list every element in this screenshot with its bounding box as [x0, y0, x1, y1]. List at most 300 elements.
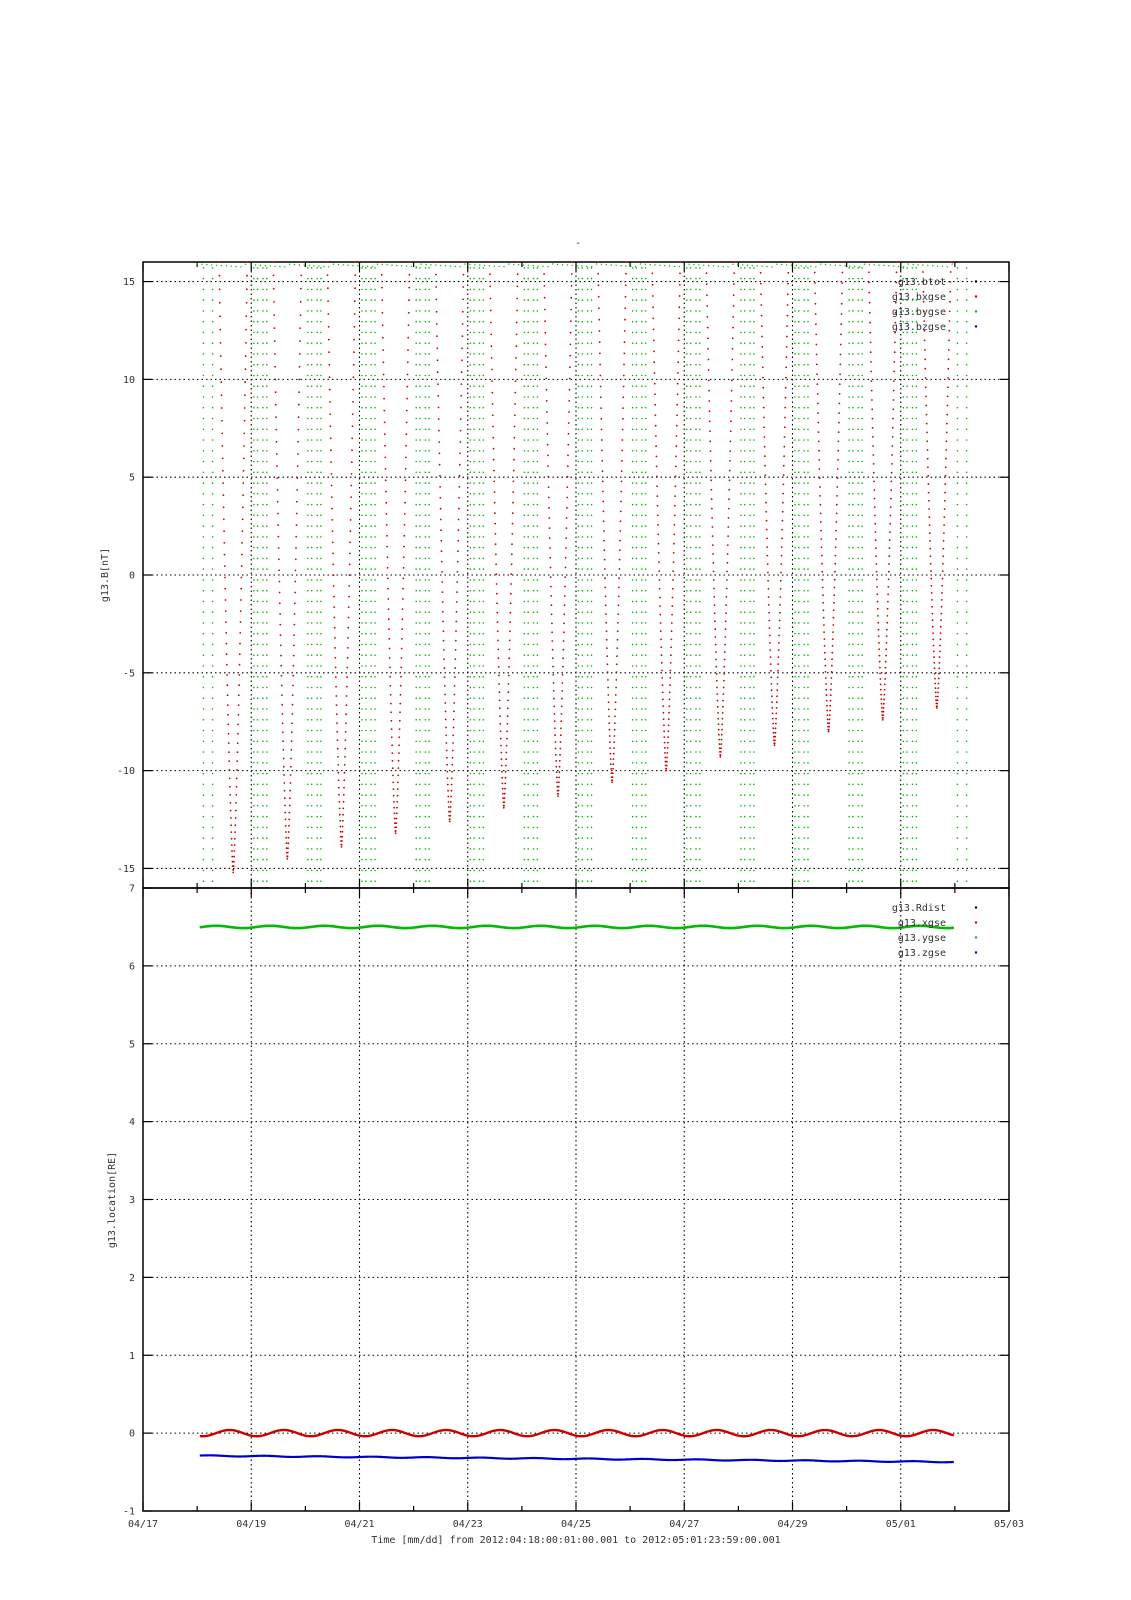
- bygse-point: [415, 429, 417, 431]
- bygse-point: [533, 429, 535, 431]
- bygse-point: [361, 418, 363, 420]
- bxgse-point: [778, 649, 780, 651]
- bygse-point: [744, 633, 746, 635]
- bxgse-point: [614, 716, 616, 718]
- bxgse-point: [291, 740, 293, 742]
- bxgse-point: [678, 351, 680, 353]
- bygse-point: [316, 385, 318, 387]
- bxgse-point: [822, 579, 824, 581]
- bygse-point: [852, 504, 854, 506]
- bxgse-point: [666, 768, 668, 770]
- bygse-point: [749, 450, 751, 452]
- bxgse-point: [602, 481, 604, 483]
- bygse-point: [906, 644, 908, 646]
- bygse-point: [632, 741, 634, 743]
- bygse-point: [645, 472, 647, 474]
- bxgse-point: [508, 666, 510, 668]
- bygse-point: [912, 654, 914, 656]
- bygse-point: [316, 267, 318, 269]
- bxgse-point: [544, 332, 546, 334]
- bygse-point: [537, 493, 539, 495]
- bygse-point: [753, 741, 755, 743]
- bygse-point: [311, 590, 313, 592]
- bygse-point: [212, 859, 214, 861]
- bxgse-point: [241, 565, 243, 567]
- bxgse-point: [658, 552, 660, 554]
- bygse-point: [699, 267, 701, 269]
- bygse-point: [645, 418, 647, 420]
- bygse-point: [479, 536, 481, 538]
- bxgse-point: [345, 731, 347, 733]
- bxgse-point: [716, 680, 718, 682]
- bygse-point: [483, 418, 485, 420]
- bygse-point: [473, 644, 475, 646]
- bxgse-point: [624, 307, 626, 309]
- bygse-point: [753, 407, 755, 409]
- bxgse-point: [761, 325, 763, 327]
- bygse-point: [253, 633, 255, 635]
- bygse-point: [749, 375, 751, 377]
- bygse-point: [587, 461, 589, 463]
- bygse-point: [483, 644, 485, 646]
- bxgse-point: [399, 703, 401, 705]
- bxgse-point: [619, 559, 621, 561]
- bygse-point: [537, 611, 539, 613]
- bxgse-point: [557, 795, 559, 797]
- bygse-point: [645, 450, 647, 452]
- bygse-point: [361, 353, 363, 355]
- bxgse-point: [834, 587, 836, 589]
- bygse-point: [370, 310, 372, 312]
- bxgse-point: [714, 612, 716, 614]
- bxgse-point: [568, 400, 570, 402]
- bxgse-point: [238, 704, 240, 706]
- bygse-point: [803, 601, 805, 603]
- bxgse-point: [891, 445, 893, 447]
- bygse-point: [578, 439, 580, 441]
- bygse-point: [415, 654, 417, 656]
- bxgse-point: [880, 698, 882, 700]
- bygse-point: [537, 278, 539, 280]
- bygse-point: [365, 676, 367, 678]
- bxgse-point: [545, 366, 547, 368]
- bygse-point: [361, 848, 363, 850]
- bygse-point: [858, 827, 860, 829]
- bygse-point: [374, 741, 376, 743]
- bygse-point: [578, 450, 580, 452]
- bygse-point: [591, 558, 593, 560]
- bygse-point: [578, 547, 580, 549]
- bygse-point: [690, 289, 692, 291]
- bygse-point: [591, 504, 593, 506]
- bygse-point: [203, 450, 205, 452]
- bygse-point: [311, 299, 313, 301]
- bygse-point: [912, 880, 914, 882]
- bygse-point: [266, 633, 268, 635]
- bygse-point: [374, 579, 376, 581]
- bygse-point: [582, 482, 584, 484]
- bygse-point: [591, 375, 593, 377]
- bygse-point: [578, 762, 580, 764]
- bxgse-point: [456, 611, 458, 613]
- bygse-point: [803, 784, 805, 786]
- bxgse-point: [884, 689, 886, 691]
- bxgse-point: [457, 571, 459, 573]
- bxgse-point: [568, 433, 570, 435]
- bxgse-point: [551, 640, 553, 642]
- bygse-point: [483, 687, 485, 689]
- bxgse-point: [548, 517, 550, 519]
- bygse-point: [641, 708, 643, 710]
- bygse-point: [591, 418, 593, 420]
- bxgse-point: [837, 468, 839, 470]
- bygse-point: [740, 558, 742, 560]
- bxgse-point: [816, 373, 818, 375]
- bygse-point: [316, 676, 318, 678]
- bygse-point: [483, 493, 485, 495]
- bygse-point: [524, 299, 526, 301]
- bygse-point: [957, 504, 959, 506]
- bxgse-point: [402, 608, 404, 610]
- bygse-point: [311, 762, 313, 764]
- bxgse-point: [327, 261, 329, 263]
- bxgse-point: [941, 599, 943, 601]
- bygse-point: [858, 816, 860, 818]
- bxgse-point: [830, 694, 832, 696]
- bygse-point: [699, 375, 701, 377]
- bygse-point: [428, 504, 430, 506]
- bygse-point: [316, 472, 318, 474]
- bxgse-point: [504, 783, 506, 785]
- bygse-point: [803, 827, 805, 829]
- bxgse-point: [784, 407, 786, 409]
- bygse-point: [533, 622, 535, 624]
- bygse-point: [740, 870, 742, 872]
- bxgse-point: [245, 368, 247, 370]
- bygse-point: [690, 332, 692, 334]
- bxgse-point: [494, 523, 496, 525]
- bxgse-point: [225, 610, 227, 612]
- bygse-point: [645, 837, 647, 839]
- bygse-point: [473, 267, 475, 269]
- bygse-point: [957, 547, 959, 549]
- bygse-point: [753, 676, 755, 678]
- bxgse-point: [278, 558, 280, 560]
- bxgse-point: [734, 261, 736, 263]
- bygse-point: [473, 536, 475, 538]
- bygse-point: [365, 880, 367, 882]
- bygse-point: [749, 504, 751, 506]
- bygse-point: [307, 762, 309, 764]
- bygse-point: [203, 794, 205, 796]
- bygse-point: [365, 547, 367, 549]
- bxgse-point: [829, 714, 831, 716]
- bxgse-point: [763, 417, 765, 419]
- bygse-point: [262, 601, 264, 603]
- bygse-point: [527, 504, 529, 506]
- bygse-point: [203, 299, 205, 301]
- bygse-point: [690, 590, 692, 592]
- bxgse-point: [878, 635, 880, 637]
- bxgse-point: [623, 386, 625, 388]
- bygse-point: [370, 547, 372, 549]
- bygse-point: [527, 579, 529, 581]
- bygse-point: [537, 773, 539, 775]
- bygse-point: [861, 687, 863, 689]
- bygse-point: [470, 418, 472, 420]
- bxgse-point: [783, 446, 785, 448]
- bygse-point: [582, 730, 584, 732]
- bxgse-point: [675, 466, 677, 468]
- bygse-point: [524, 633, 526, 635]
- bygse-point: [365, 654, 367, 656]
- bxgse-point: [922, 271, 924, 273]
- bygse-point: [636, 590, 638, 592]
- bygse-point: [527, 665, 529, 667]
- bxgse-point: [764, 436, 766, 438]
- bxgse-point: [887, 608, 889, 610]
- bygse-point: [749, 762, 751, 764]
- bygse-point: [415, 407, 417, 409]
- bxgse-point: [514, 414, 516, 416]
- bxgse-point: [387, 556, 389, 558]
- bxgse-point: [662, 684, 664, 686]
- bxgse-point: [820, 530, 822, 532]
- bxgse-point: [341, 846, 343, 848]
- bygse-point: [527, 547, 529, 549]
- bygse-point: [636, 601, 638, 603]
- bygse-point: [307, 396, 309, 398]
- bxgse-point: [605, 604, 607, 606]
- bygse-point: [591, 429, 593, 431]
- bygse-point: [749, 536, 751, 538]
- bygse-point: [587, 880, 589, 882]
- bygse-point: [858, 375, 860, 377]
- bygse-point: [916, 816, 918, 818]
- bxgse-point: [238, 714, 240, 716]
- bygse-point: [524, 708, 526, 710]
- bxgse-point: [234, 844, 236, 846]
- bygse-point: [537, 579, 539, 581]
- bygse-point: [690, 805, 692, 807]
- bygse-point: [320, 601, 322, 603]
- bygse-point: [203, 515, 205, 517]
- bygse-point: [428, 299, 430, 301]
- bygse-point: [203, 837, 205, 839]
- bxgse-point: [346, 695, 348, 697]
- bygse-point: [537, 375, 539, 377]
- bygse-point: [749, 353, 751, 355]
- bxgse-point: [876, 586, 878, 588]
- bxgse-point: [764, 455, 766, 457]
- bygse-point: [794, 611, 796, 613]
- bxgse-point: [839, 364, 841, 366]
- bygse-point: [753, 547, 755, 549]
- bygse-point: [419, 385, 421, 387]
- bygse-point: [582, 827, 584, 829]
- bygse-point: [578, 665, 580, 667]
- bxgse-point: [347, 637, 349, 639]
- bygse-point: [479, 299, 481, 301]
- bygse-point: [415, 385, 417, 387]
- bxgse-point: [496, 593, 498, 595]
- bygse-point: [798, 439, 800, 441]
- bygse-point: [524, 741, 526, 743]
- bygse-point: [524, 859, 526, 861]
- bygse-point: [749, 708, 751, 710]
- bxgse-point: [950, 281, 952, 283]
- bygse-point: [636, 784, 638, 786]
- bxgse-point: [227, 724, 229, 726]
- bygse-point: [744, 321, 746, 323]
- bygse-point: [686, 859, 688, 861]
- bygse-point: [645, 719, 647, 721]
- bygse-point: [587, 751, 589, 753]
- bygse-point: [370, 278, 372, 280]
- bygse-point: [852, 289, 854, 291]
- bygse-point: [636, 665, 638, 667]
- bxgse-point: [927, 449, 929, 451]
- bxgse-point: [947, 405, 949, 407]
- bygse-point: [527, 493, 529, 495]
- bygse-point: [744, 816, 746, 818]
- bygse-point: [370, 719, 372, 721]
- bxgse-point: [600, 418, 602, 420]
- bxgse-point: [785, 397, 787, 399]
- bxgse-point: [299, 340, 301, 342]
- bygse-point: [307, 579, 309, 581]
- bygse-point: [798, 611, 800, 613]
- bygse-point: [419, 461, 421, 463]
- bxgse-point: [814, 293, 816, 295]
- bygse-point: [903, 837, 905, 839]
- bygse-point: [578, 741, 580, 743]
- bxgse-point: [879, 673, 881, 675]
- bxgse-point: [814, 261, 816, 263]
- bygse-point: [912, 827, 914, 829]
- bygse-point: [253, 299, 255, 301]
- bxgse-point: [892, 418, 894, 420]
- bxgse-point: [613, 741, 615, 743]
- bxgse-point: [946, 414, 948, 416]
- bygse-point: [415, 719, 417, 721]
- bygse-point: [744, 654, 746, 656]
- bxgse-point: [619, 549, 621, 551]
- bxgse-point: [783, 474, 785, 476]
- bxgse-point: [496, 612, 498, 614]
- bygse-point: [636, 730, 638, 732]
- bygse-point: [591, 450, 593, 452]
- bygse-point: [483, 622, 485, 624]
- bxgse-point: [451, 777, 453, 779]
- bxgse-point: [437, 359, 439, 361]
- bygse-point: [415, 880, 417, 882]
- bygse-point: [537, 558, 539, 560]
- bxgse-point: [448, 801, 450, 803]
- bygse-point: [906, 579, 908, 581]
- bygse-point: [632, 633, 634, 635]
- bygse-point: [374, 332, 376, 334]
- bygse-point: [428, 762, 430, 764]
- bygse-point: [203, 342, 205, 344]
- bygse-point: [307, 310, 309, 312]
- bygse-point: [906, 429, 908, 431]
- bygse-point: [848, 676, 850, 678]
- bygse-point: [266, 375, 268, 377]
- bxgse-point: [381, 287, 383, 289]
- bxgse-point: [567, 444, 569, 446]
- bxgse-point: [404, 491, 406, 493]
- bxgse-point: [353, 351, 355, 353]
- bygse-point: [470, 385, 472, 387]
- bxgse-point: [395, 830, 397, 832]
- bygse-point: [798, 342, 800, 344]
- bygse-point: [636, 353, 638, 355]
- bygse-point: [587, 450, 589, 452]
- bxgse-point: [879, 655, 881, 657]
- bxgse-point: [707, 337, 709, 339]
- bygse-point: [695, 687, 697, 689]
- bxgse-point: [234, 831, 236, 833]
- bxgse-point: [348, 606, 350, 608]
- bygse-point: [916, 439, 918, 441]
- bygse-point: [428, 816, 430, 818]
- bygse-point: [636, 633, 638, 635]
- bxgse-point: [339, 826, 341, 828]
- bxgse-point: [456, 591, 458, 593]
- bygse-point: [587, 353, 589, 355]
- bygse-point: [316, 332, 318, 334]
- bxgse-point: [458, 529, 460, 531]
- bygse-point: [587, 794, 589, 796]
- bxgse-point: [890, 498, 892, 500]
- bxgse-point: [657, 534, 659, 536]
- bxgse-point: [616, 647, 618, 649]
- bygse-point: [749, 472, 751, 474]
- bxgse-point: [610, 768, 612, 770]
- bygse-point: [916, 342, 918, 344]
- bxgse-point: [231, 844, 233, 846]
- bxgse-point: [443, 649, 445, 651]
- bxgse-point: [556, 771, 558, 773]
- bxgse-point: [674, 515, 676, 517]
- bygse-point: [527, 289, 529, 291]
- bygse-point: [533, 676, 535, 678]
- bygse-point: [807, 870, 809, 872]
- bygse-point: [753, 493, 755, 495]
- bygse-point: [470, 439, 472, 441]
- bygse-point: [632, 310, 634, 312]
- bygse-point: [361, 439, 363, 441]
- bxgse-point: [552, 649, 554, 651]
- bygse-point: [428, 644, 430, 646]
- bxgse-point: [824, 638, 826, 640]
- bxgse-point: [231, 838, 233, 840]
- bygse-point: [257, 342, 259, 344]
- bygse-point: [903, 719, 905, 721]
- bygse-point: [527, 439, 529, 441]
- bygse-point: [848, 461, 850, 463]
- bxgse-point: [659, 579, 661, 581]
- bygse-point: [203, 611, 205, 613]
- bxgse-point: [396, 818, 398, 820]
- bxgse-point: [550, 595, 552, 597]
- bxgse-point: [671, 622, 673, 624]
- bygse-point: [370, 697, 372, 699]
- bxgse-point: [457, 550, 459, 552]
- bygse-point: [803, 267, 805, 269]
- bygse-point: [419, 332, 421, 334]
